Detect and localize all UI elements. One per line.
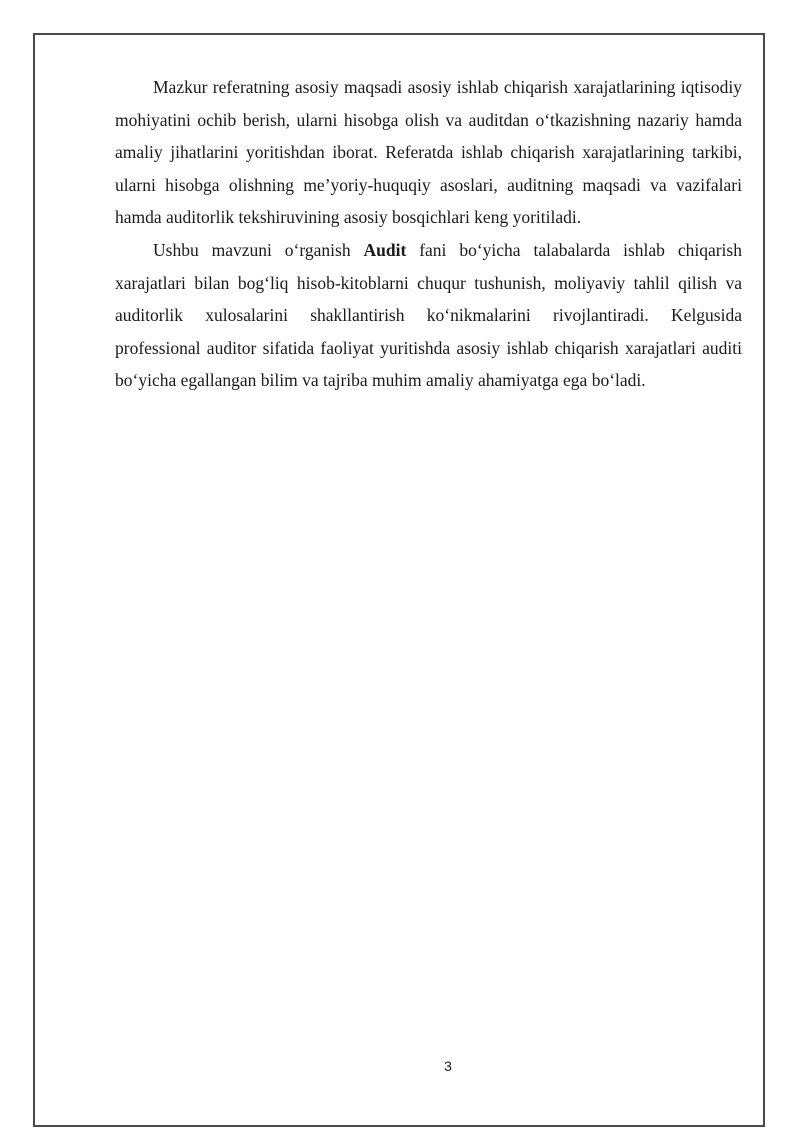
paragraph-2-end: fani bo‘yicha talabalarda ishlab chiqarish xarajatlari bilan bog‘liq hisob-kitoblarni chuqur tushunish, moliyaviy tahlil qilish va auditorlik xulosalarini shakllantirish ko‘nikmalarini rivojlantiradi. Kelgusida professional auditor sifatida faoliyat yuritishda asosiy ishlab chiqarish xarajatlari auditi bo‘yicha egallangan bilim va tajriba muhim amaliy ahamiyatga ega bo‘ladi. <box>115 239 742 391</box>
paragraph-2 <box>115 234 742 397</box>
document-body <box>115 71 742 397</box>
paragraph-2-start: Ushbu mavzuni o‘rganish <box>153 239 364 260</box>
subject-name: Audit <box>363 239 407 260</box>
page-number: 3 <box>444 1058 452 1074</box>
paragraph-1: Mazkur referatning asosiy maqsadi asosiy ishlab chiqarish xarajatlarining iqtisodiy mohiyatini ochib berish, ularni hisobga olish va auditdan o‘tkazishning nazariy hamda amaliy jihatlarini yoritishdan iborat. Referatda ishlab chiqarish xarajatlarining tarkibi, ularni hisobga olishning me’yoriy-huquqiy asoslari, auditning maqsadi va vazifalari hamda auditorlik tekshiruvining asosiy bosqichlari keng yoritiladi. <box>115 77 742 228</box>
